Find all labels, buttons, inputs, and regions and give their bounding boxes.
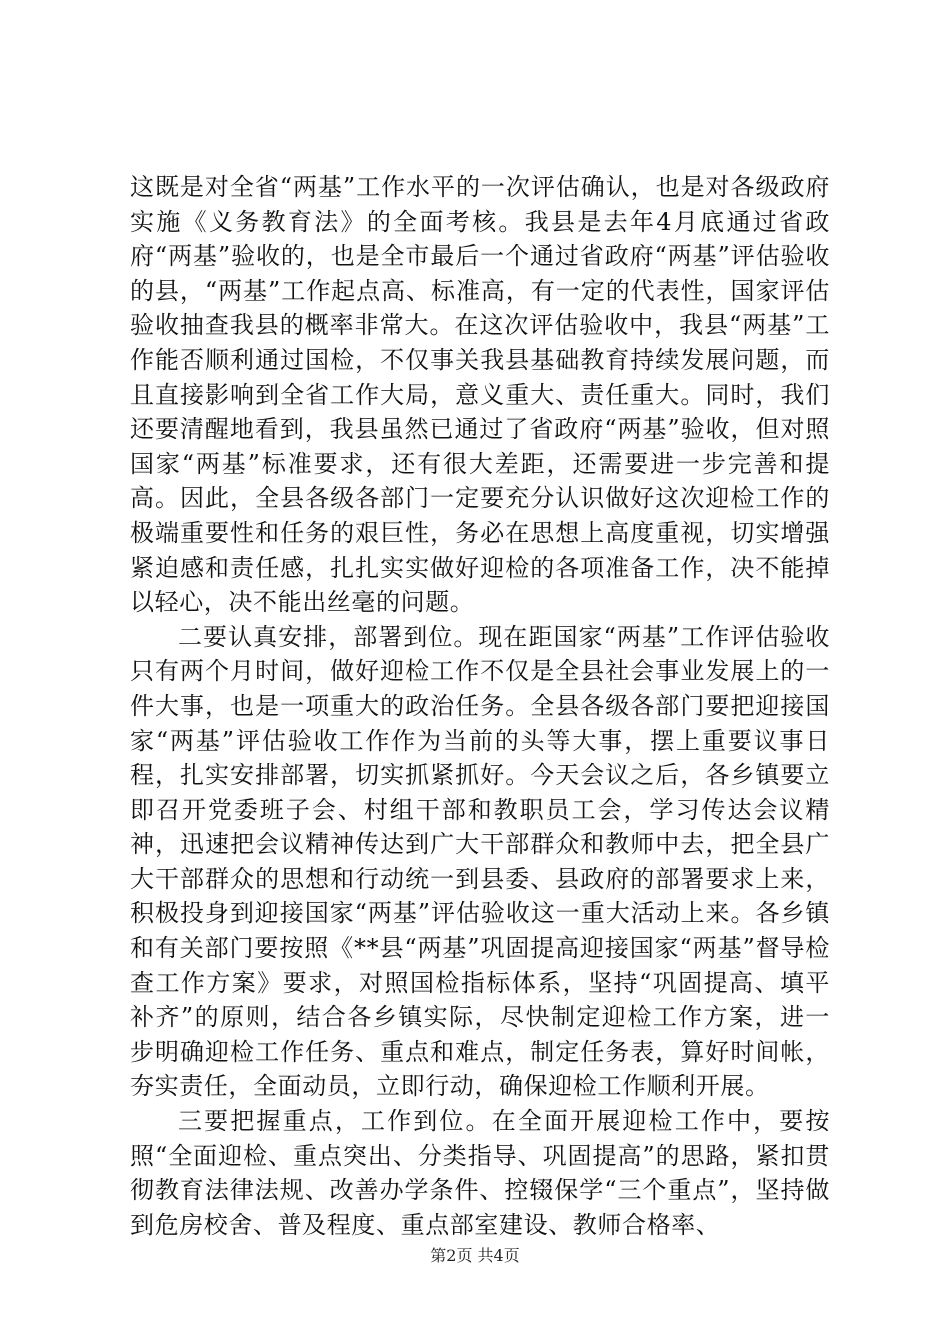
document-body: [130, 170, 830, 1242]
paragraph-three: 三要把握重点，工作到位。在全面开展迎检工作中，要按照“全面迎检、重点突出、分类指导、巩固提高”的思路，紧扣贯彻教育法律法规、改善办学条件、控辍保学“三个重点”，坚持做到危房校舍、普及程度、重点部室建设、教师合格率、: [130, 1107, 830, 1239]
paragraph-two: 二要认真安排，部署到位。现在距国家“两基”工作评估验收只有两个月时间，做好迎检工作不仅是全县社会事业发展上的一件大事，也是一项重大的政治任务。全县各级各部门要把迎接国家“两基”评估验收工作作为当前的头等大事，摆上重要议事日程，扎实安排部署，切实抓紧抓好。今天会议之后，各乡镇要立即召开党委班子会、村组干部和教职员工会，学习传达会议精神，迅速把会议精神传达到广大干部群众和教师中去，把全县广大干部群众的思想和行动统一到县委、县政府的部署要求上来，积极投身到迎接国家“两基”评估验收这一重大活动上来。各乡镇和有关部门要按照《**县“两基”巩固提高迎接国家“两基”督导检查工作方案》要求，对照国检指标体系，坚持“巩固提高、填平补齐”的原则，结合各乡镇实际，尽快制定迎检工作方案，进一步明确迎检工作任务、重点和难点，制定任务表，算好时间帐，夯实责任，全面动员，立即行动，确保迎检工作顺利开展。: [130, 622, 830, 1101]
page-footer: 第2页 共4页: [430, 1246, 520, 1265]
paragraph-continued: 这既是对全省“两基”工作水平的一次评估确认，也是对各级政府实施《义务教育法》的全面考核。我县是去年4月底通过省政府“两基”验收的，也是全市最后一个通过省政府“两基”评估验收的县，“两基”工作起点高、标准高，有一定的代表性，国家评估验收抽查我县的概率非常大。在这次评估验收中，我县“两基”工作能否顺利通过国检，不仅事关我县基础教育持续发展问题，而且直接影响到全省工作大局，意义重大、责任重大。同时，我们还要清醒地看到，我县虽然已通过了省政府“两基”验收，但对照国家“两基”标准要求，还有很大差距，还需要进一步完善和提高。因此，全县各级各部门一定要充分认识做好这次迎检工作的极端重要性和任务的艰巨性，务必在思想上高度重视，切实增强紧迫感和责任感，扎扎实实做好迎检的各项准备工作，决不能掉以轻心，决不能出丝毫的问题。: [130, 173, 830, 617]
